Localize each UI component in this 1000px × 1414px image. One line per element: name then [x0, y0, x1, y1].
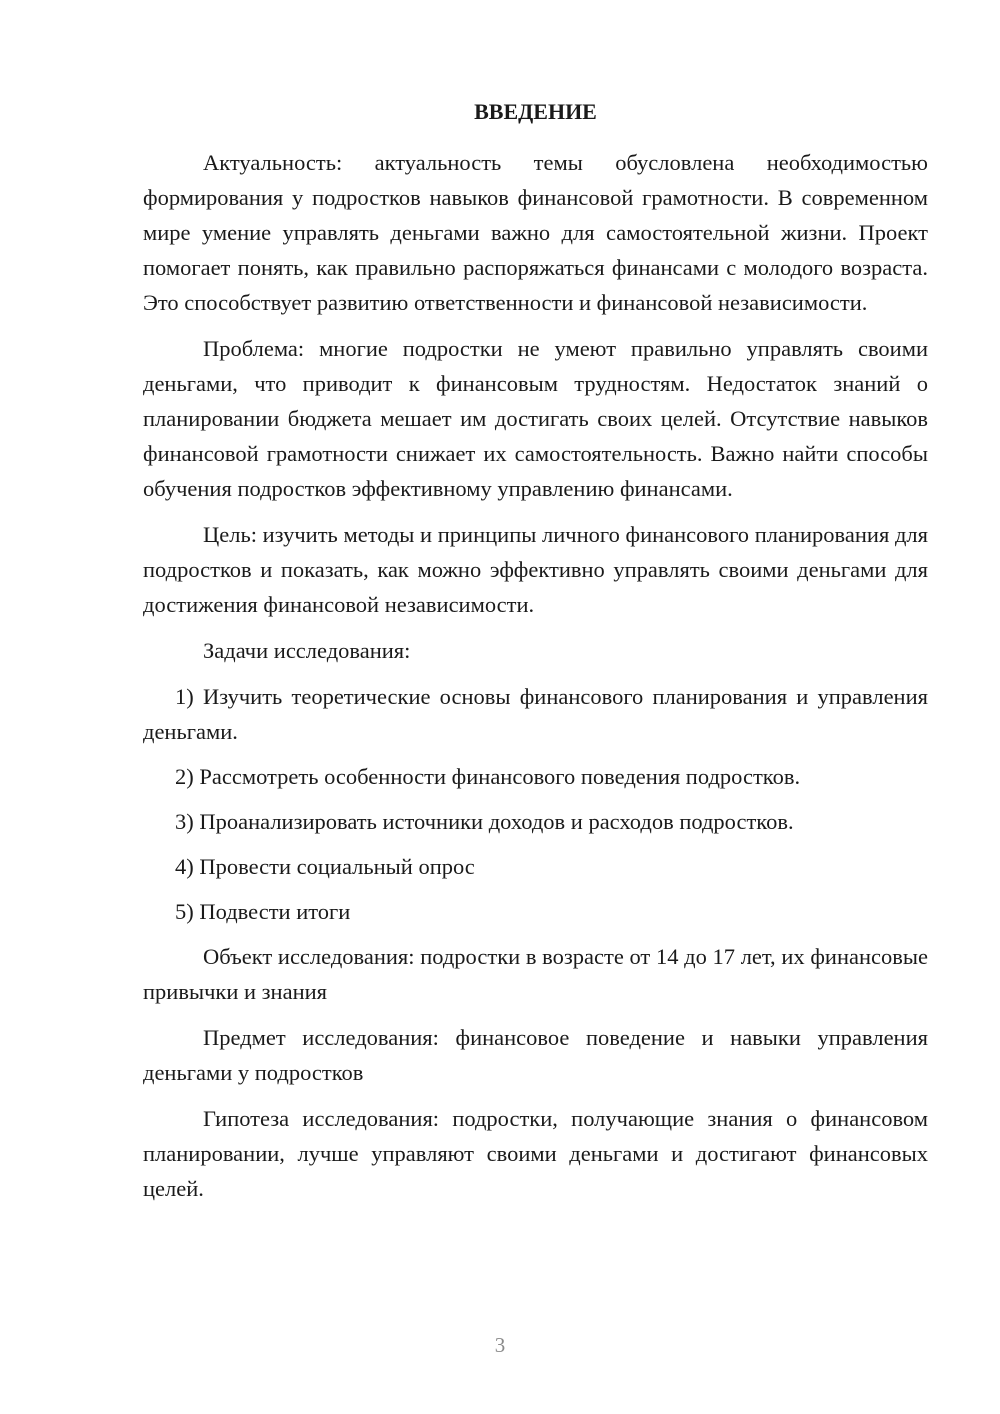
- page-number: 3: [494, 1333, 506, 1357]
- task-item: 2) Рассмотреть особенности финансового поведения подростков.: [175, 764, 801, 789]
- relevance-paragraph: Актуальность: актуальность темы обусловлена необходимостью формирования у подростков навыков финансовой грамотности. В современном мире умение управлять деньгами важно для самостоятельной жизни. Проект помогает понять, как правильно распоряжаться финансами с молодого возраста. Это способствует развитию ответственности и финансовой независимости.: [143, 150, 928, 315]
- tasks-title: Задачи исследования:: [203, 638, 411, 663]
- hypothesis-paragraph: Гипотеза исследования: подростки, получающие знания о финансовом планировании, лучше управляют своими деньгами и достигают финансовых целей.: [143, 1106, 928, 1201]
- page-content: [143, 97, 928, 1217]
- task-item: 1) Изучить теоретические основы финансового планирования и управления деньгами.: [143, 684, 928, 744]
- task-item: 4) Провести социальный опрос: [175, 854, 475, 879]
- task-item: 3) Проанализировать источники доходов и расходов подростков.: [175, 809, 794, 834]
- problem-paragraph: Проблема: многие подростки не умеют правильно управлять своими деньгами, что приводит к финансовым трудностям. Недостаток знаний о планировании бюджета мешает им достигать своих целей. Отсутствие навыков финансовой грамотности снижает их самостоятельность. Важно найти способы обучения подростков эффективному управлению финансами.: [143, 336, 928, 501]
- task-item: 5) Подвести итоги: [175, 899, 351, 924]
- object-paragraph: Объект исследования: подростки в возрасте от 14 до 17 лет, их финансовые привычки и знания: [143, 944, 928, 1004]
- section-heading: ВВЕДЕНИЕ: [474, 99, 597, 124]
- goal-paragraph: Цель: изучить методы и принципы личного финансового планирования для подростков и показать, как можно эффективно управлять своими деньгами для достижения финансовой независимости.: [143, 522, 928, 617]
- subject-paragraph: Предмет исследования: финансовое поведение и навыки управления деньгами у подростков: [143, 1025, 928, 1085]
